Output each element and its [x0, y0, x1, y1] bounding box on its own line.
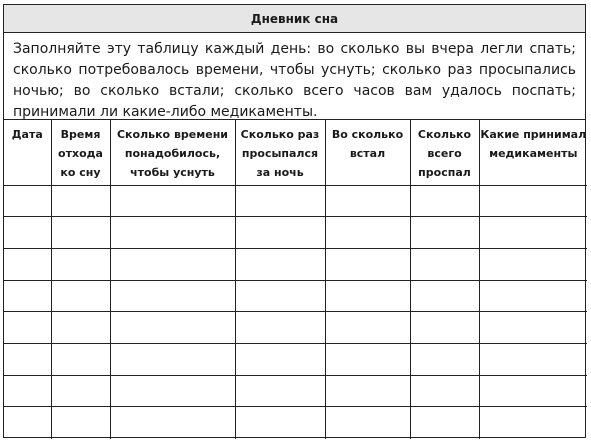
- diary-title: Дневник сна: [4, 5, 585, 33]
- cell-bedtime[interactable]: [51, 375, 110, 407]
- table-header-row: [4, 120, 587, 185]
- table-row: [4, 312, 587, 344]
- cell-total-sleep[interactable]: [410, 217, 479, 249]
- cell-medications[interactable]: [479, 375, 587, 407]
- cell-wake-time[interactable]: [325, 312, 410, 344]
- table-row: [4, 375, 587, 407]
- cell-wake-time[interactable]: [325, 343, 410, 375]
- cell-medications[interactable]: [479, 343, 587, 375]
- cell-total-sleep[interactable]: [410, 375, 479, 407]
- diary-instructions: Заполняйте эту таблицу каждый день: во сколько вы вчера легли спать; сколько потребовалось времени, чтобы уснуть; сколько раз просыпались ночью; во сколько встали; сколько всего часов вам удалось поспать; принимали ли какие-либо медикаменты.: [4, 33, 585, 120]
- cell-wake-time[interactable]: [325, 280, 410, 312]
- cell-time-to-fall-asleep[interactable]: [110, 217, 235, 249]
- cell-night-awakenings[interactable]: [235, 312, 325, 344]
- cell-time-to-fall-asleep[interactable]: [110, 343, 235, 375]
- cell-total-sleep[interactable]: [410, 407, 479, 439]
- cell-date[interactable]: [4, 407, 51, 439]
- cell-total-sleep[interactable]: [410, 280, 479, 312]
- table-row: [4, 280, 587, 312]
- cell-night-awakenings[interactable]: [235, 343, 325, 375]
- cell-medications[interactable]: [479, 217, 587, 249]
- sleep-diary-form: [3, 4, 586, 438]
- cell-night-awakenings[interactable]: [235, 280, 325, 312]
- cell-time-to-fall-asleep[interactable]: [110, 375, 235, 407]
- cell-night-awakenings[interactable]: [235, 375, 325, 407]
- cell-date[interactable]: [4, 375, 51, 407]
- table-row: [4, 248, 587, 280]
- cell-time-to-fall-asleep[interactable]: [110, 280, 235, 312]
- cell-date[interactable]: [4, 312, 51, 344]
- cell-time-to-fall-asleep[interactable]: [110, 407, 235, 439]
- cell-date[interactable]: [4, 248, 51, 280]
- col-total-sleep: Сколько всего проспал: [410, 120, 479, 185]
- col-bedtime: Время отхода ко сну: [51, 120, 110, 185]
- cell-medications[interactable]: [479, 185, 587, 217]
- cell-total-sleep[interactable]: [410, 185, 479, 217]
- table-row: [4, 217, 587, 249]
- cell-bedtime[interactable]: [51, 343, 110, 375]
- cell-bedtime[interactable]: [51, 312, 110, 344]
- cell-total-sleep[interactable]: [410, 248, 479, 280]
- cell-total-sleep[interactable]: [410, 312, 479, 344]
- table-row: [4, 407, 587, 439]
- cell-wake-time[interactable]: [325, 375, 410, 407]
- cell-wake-time[interactable]: [325, 217, 410, 249]
- cell-time-to-fall-asleep[interactable]: [110, 185, 235, 217]
- cell-date[interactable]: [4, 217, 51, 249]
- cell-night-awakenings[interactable]: [235, 248, 325, 280]
- cell-wake-time[interactable]: [325, 185, 410, 217]
- cell-medications[interactable]: [479, 407, 587, 439]
- table-row: [4, 185, 587, 217]
- col-night-awakenings: Сколько раз просыпался за ночь: [235, 120, 325, 185]
- cell-medications[interactable]: [479, 280, 587, 312]
- cell-wake-time[interactable]: [325, 407, 410, 439]
- col-date: Дата: [4, 120, 51, 185]
- cell-night-awakenings[interactable]: [235, 407, 325, 439]
- sleep-diary-table: [4, 120, 587, 439]
- cell-wake-time[interactable]: [325, 248, 410, 280]
- cell-time-to-fall-asleep[interactable]: [110, 248, 235, 280]
- col-wake-time: Во сколько встал: [325, 120, 410, 185]
- cell-night-awakenings[interactable]: [235, 217, 325, 249]
- cell-date[interactable]: [4, 280, 51, 312]
- table-body: [4, 185, 587, 439]
- col-time-to-fall-asleep: Сколько времени понадобилось, чтобы уснуть: [110, 120, 235, 185]
- cell-bedtime[interactable]: [51, 248, 110, 280]
- cell-bedtime[interactable]: [51, 217, 110, 249]
- cell-bedtime[interactable]: [51, 280, 110, 312]
- cell-medications[interactable]: [479, 248, 587, 280]
- cell-bedtime[interactable]: [51, 185, 110, 217]
- col-medications: Какие принимал медикаменты: [479, 120, 587, 185]
- cell-bedtime[interactable]: [51, 407, 110, 439]
- cell-date[interactable]: [4, 185, 51, 217]
- table-row: [4, 343, 587, 375]
- cell-date[interactable]: [4, 343, 51, 375]
- cell-time-to-fall-asleep[interactable]: [110, 312, 235, 344]
- cell-medications[interactable]: [479, 312, 587, 344]
- cell-total-sleep[interactable]: [410, 343, 479, 375]
- cell-night-awakenings[interactable]: [235, 185, 325, 217]
